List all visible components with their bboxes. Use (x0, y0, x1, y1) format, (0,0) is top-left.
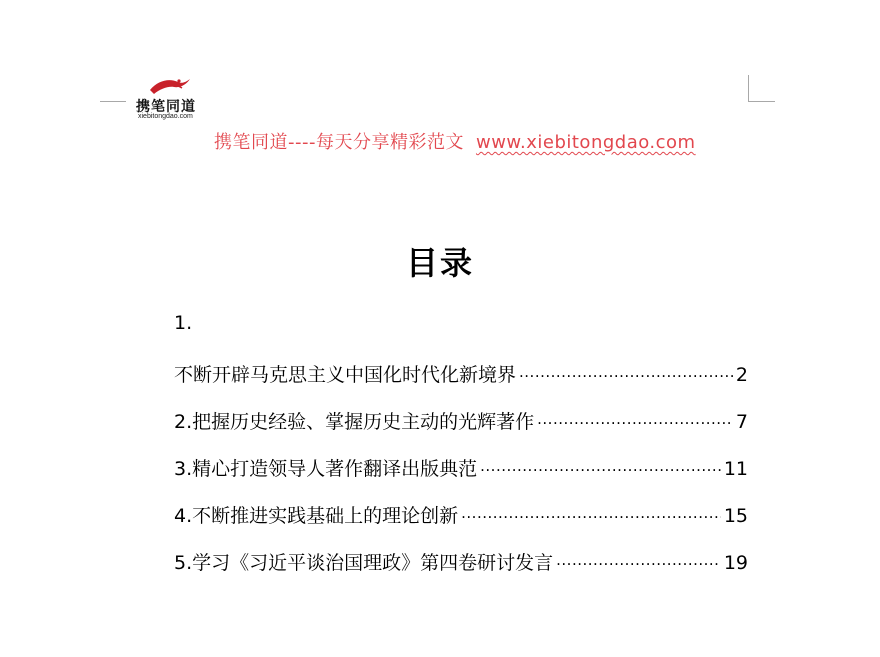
crop-mark-top-right-horizontal (748, 101, 775, 102)
toc-entry-text: 4.不断推进实践基础上的理论创新 (174, 505, 459, 527)
toc-page-number: 7 (735, 411, 748, 433)
crop-mark-top-left (100, 101, 126, 102)
toc-entry-5[interactable] (174, 543, 748, 574)
toc-entry-4[interactable] (174, 496, 748, 527)
header-logo (132, 76, 208, 126)
toc-entry-text: 5.学习《习近平谈治国理政》第四卷研讨发言 (174, 552, 554, 574)
tagline-text: 携笔同道----每天分享精彩范文 (214, 132, 464, 153)
toc-page-number: 19 (723, 552, 748, 574)
toc-first-number-line (174, 310, 748, 336)
toc-leader-dots (480, 449, 721, 475)
toc-leader-dots (556, 543, 721, 569)
toc-entry-text: 2.把握历史经验、掌握历史主动的光辉著作 (174, 411, 535, 433)
toc-number: 1. (174, 312, 193, 334)
crop-mark-top-right-vertical (748, 75, 749, 102)
brush-logo-icon (148, 76, 192, 98)
toc-entry-1[interactable] (174, 355, 748, 386)
toc-leader-dots (537, 402, 733, 428)
toc-page-number: 15 (723, 505, 748, 527)
toc-title: 目录 (405, 244, 474, 282)
toc-entry-text: 3.精心打造领导人著作翻译出版典范 (174, 458, 478, 480)
toc-entry-text: 不断开辟马克思主义中国化时代化新境界 (174, 364, 517, 386)
toc-leader-dots (461, 496, 721, 522)
toc-page-number: 2 (735, 364, 748, 386)
logo-text: 携笔同道 (136, 99, 196, 115)
header-tagline (214, 128, 696, 154)
toc-page-number: 11 (723, 458, 748, 480)
toc-entry-3[interactable] (174, 449, 748, 480)
toc-leader-dots (519, 355, 733, 381)
logo-subtext: xiebitongdao.com (138, 113, 193, 120)
toc-entry-2[interactable] (174, 402, 748, 433)
tagline-url[interactable]: www.xiebitongdao.com (475, 132, 696, 153)
